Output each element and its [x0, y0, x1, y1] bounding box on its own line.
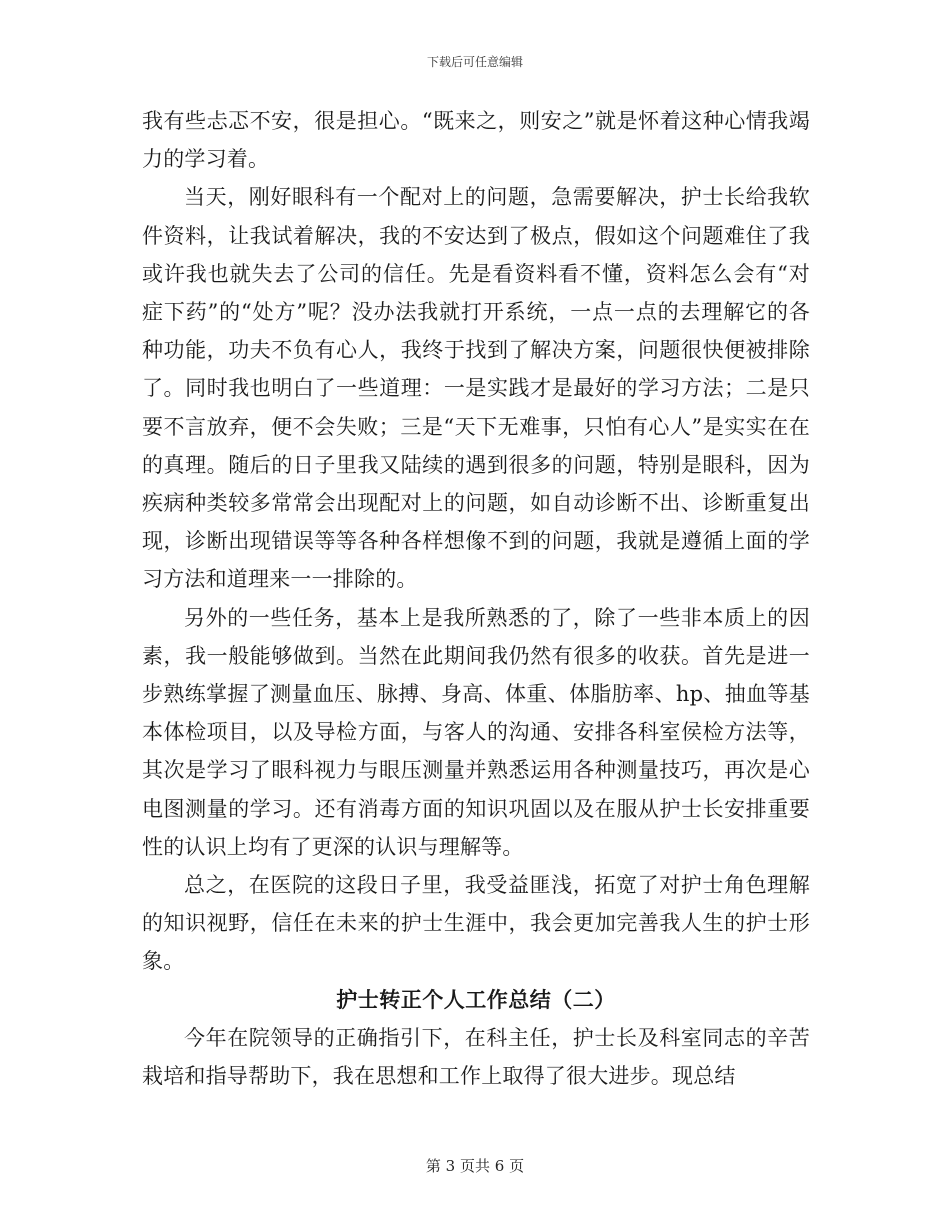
document-body — [142, 102, 810, 1095]
paragraph: 今年在院领导的正确指引下，在科主任，护士长及科室同志的辛苦栽培和指导帮助下，我在思想和工作上取得了很大进步。现总结 — [142, 1025, 810, 1089]
paragraph: 另外的一些任务，基本上是我所熟悉的了，除了一些非本质上的因素，我一般能够做到。当然在此期间我仍然有很多的收获。首先是进一步熟练掌握了测量血压、脉搏、身高、体重、体脂肪率、hp、抽血等基本体检项目，以及导检方面，与客人的沟通、安排各科室侯检方法等，其次是学习了眼科视力与眼压测量并熟悉运用各种测量技巧，再次是心电图测量的学习。还有消毒方面的知识巩固以及在服从护士长安排重要性的认识上均有了更深的认识与理解等。 — [142, 605, 810, 859]
page-header: 下载后可任意编辑 — [426, 55, 523, 69]
page-number: 第 3 页共 6 页 — [425, 1157, 525, 1175]
paragraph: 我有些忐忑不安，很是担心。“既来之，则安之”就是怀着这种心情我竭力的学习着。 — [142, 109, 810, 172]
paragraph: 总之，在医院的这段日子里，我受益匪浅，拓宽了对护士角色理解的知识视野，信任在未来的护士生涯中，我会更加完善我人生的护士形象。 — [142, 873, 810, 974]
paragraph: 当天，刚好眼科有一个配对上的问题，急需要解决，护士长给我软件资料，让我试着解决，我的不安达到了极点，假如这个问题难住了我或许我也就失去了公司的信任。先是看资料看不懂，资料怎么会有“对症下药”的“处方”呢？没办法我就打开系统，一点一点的去理解它的各种功能，功夫不负有心人，我终于找到了解决方案，问题很快便被排除了。同时我也明白了一些道理：一是实践才是最好的学习方法；二是只要不言放弃，便不会失败；三是“天下无难事，只怕有心人”是实实在在的真理。随后的日子里我又陆续的遇到很多的问题，特别是眼科，因为疾病种类较多常常会出现配对上的问题，如自动诊断不出、诊断重复出现，诊断出现错误等等各种各样想像不到的问题，我就是遵循上面的学习方法和道理来一一排除的。 — [142, 185, 810, 592]
section-title: 护士转正个人工作总结（二） — [336, 986, 616, 1012]
